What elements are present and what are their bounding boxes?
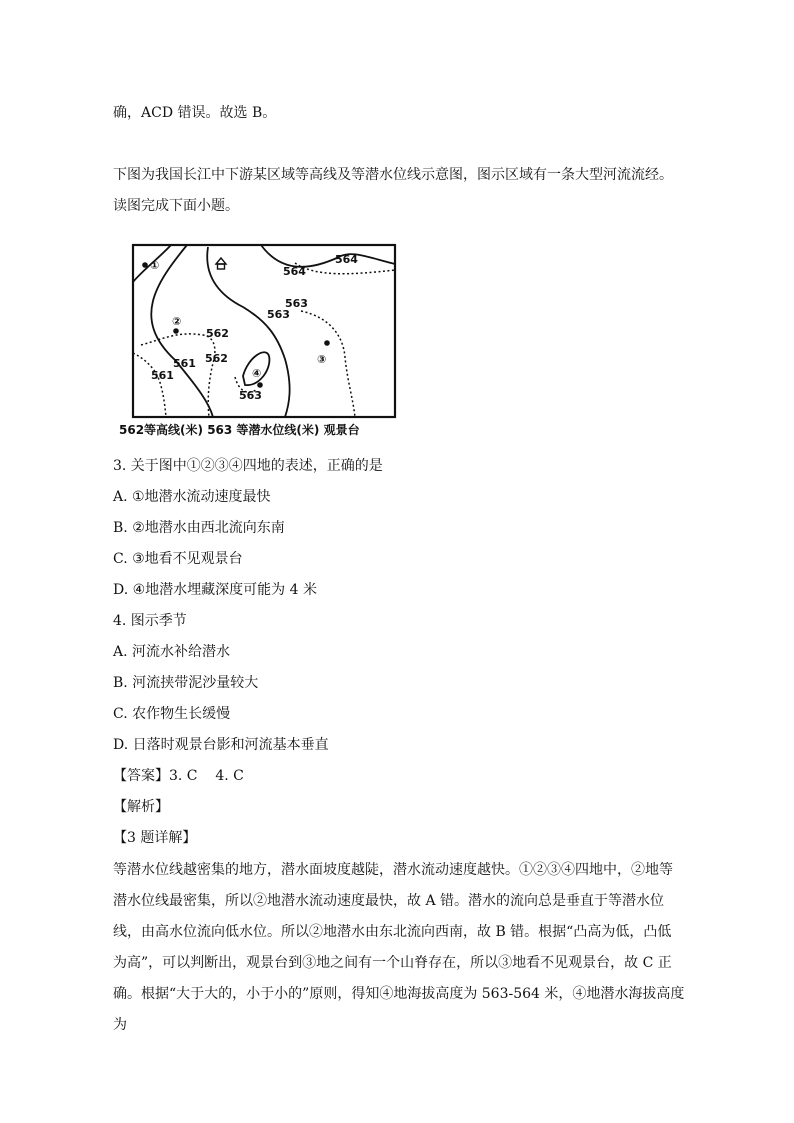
question-3-option-c: C. ③地看不见观景台: [113, 551, 243, 567]
point-label-2: ②: [172, 315, 182, 328]
water-table-line: [301, 311, 355, 417]
question-3-option-a: A. ①地潜水流动速度最快: [113, 489, 271, 505]
point-label-4: ④: [252, 367, 262, 380]
label-563-c: 563: [239, 389, 262, 402]
analysis-label: 【解析】: [113, 799, 169, 815]
location-dot-4: [257, 382, 263, 388]
location-dot-3: [324, 340, 330, 346]
label-563-a: 563: [285, 297, 308, 310]
label-564-b: 564: [283, 265, 306, 278]
water-table-line: [133, 353, 166, 417]
question-4-option-a: A. 河流水补给潜水: [113, 644, 231, 660]
map-frame: [133, 245, 395, 417]
label-562-a: 562: [206, 327, 229, 340]
contour-line: [151, 245, 213, 417]
label-561-b: 561: [151, 369, 174, 382]
question-4-option-c: C. 农作物生长缓慢: [113, 706, 231, 722]
figure-legend: 562等高线(米) 563 等潜水位线(米) 观景台: [119, 423, 360, 437]
location-dot-1: [142, 262, 148, 268]
contour-map-svg: [119, 239, 404, 419]
label-561-a: 561: [173, 357, 196, 370]
question-3-option-b: B. ②地潜水由西北流向东南: [113, 520, 285, 536]
point-label-1: ①: [150, 259, 160, 272]
location-dot-2: [173, 328, 179, 334]
point-label-3: ③: [317, 353, 327, 366]
question-4-option-d: D. 日落时观景台影和河流基本垂直: [113, 737, 329, 753]
contour-line: [261, 245, 395, 267]
label-563-b: 563: [267, 308, 290, 321]
question-3-option-d: D. ④地潜水埋藏深度可能为 4 米: [113, 582, 317, 598]
label-562-b: 562: [205, 352, 228, 365]
question-4-stem: 4. 图示季节: [113, 613, 187, 629]
observation-deck-icon: [216, 258, 226, 269]
question-3-stem: 3. 关于图中①②③④四地的表述，正确的是: [113, 458, 383, 474]
intro-line-1: 下图为我国长江中下游某区域等高线及等潜水位线示意图，图示区域有一条大型河流流经。: [113, 167, 673, 183]
intro-line-2: 读图完成下面小题。: [113, 198, 239, 214]
contour-map-figure: [119, 239, 404, 444]
top-line: 确，ACD 错误。故选 B。: [113, 105, 277, 121]
detail-label: 【3 题详解】: [113, 830, 197, 846]
label-564-a: 564: [335, 253, 358, 266]
detail-text: 等潜水位线越密集的地方，潜水面坡度越陡，潜水流动速度越快。①②③④四地中，②地等潜水位线最密集，所以②地潜水流动速度最快，故 A 错。潜水的流向总是垂直于等潜水位线，由高水位流向低水位。所以②地潜水由东北流向西南，故 B 错。根据“凸高为低，凸低为高”，可以判断出，观景台到③地之间有一个山脊存在，所以③地看不见观景台，故 C 正确。根据“大于大的，小于小的”原则，得知④地海拔高度为 563-564 米，④地潜水海拔高度为: [113, 862, 685, 1033]
question-4-option-b: B. 河流挟带泥沙量较大: [113, 675, 259, 691]
answer-line: 【答案】3. C 4. C: [113, 768, 244, 784]
